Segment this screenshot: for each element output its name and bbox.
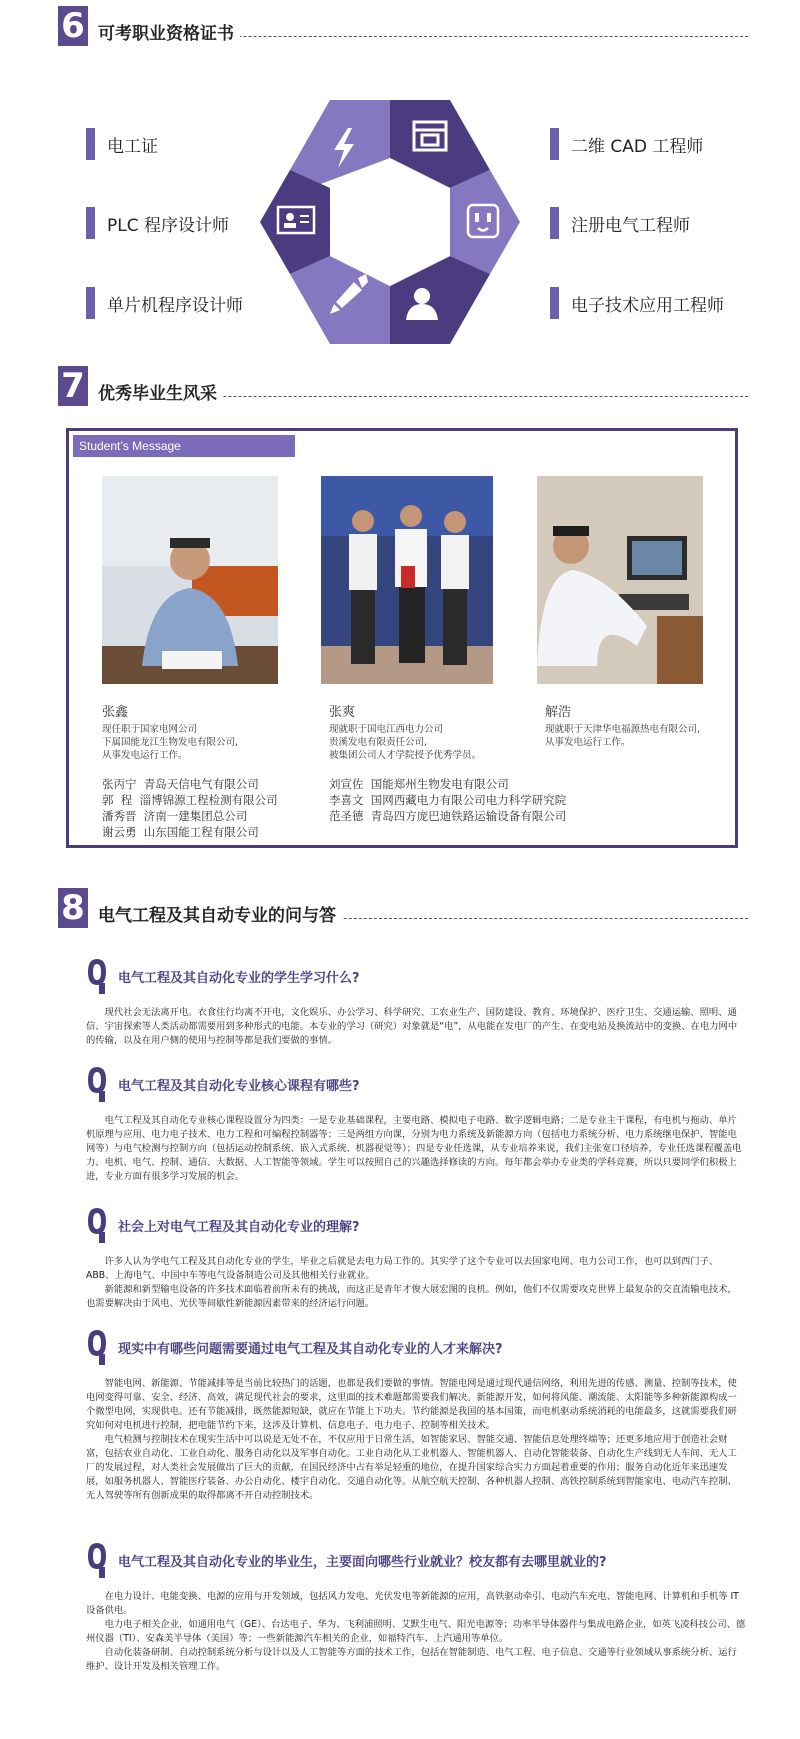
cert-item-cad: [550, 127, 703, 161]
student-name: 张鑫: [102, 705, 129, 720]
cert-label: 注册电气工程师: [571, 215, 690, 236]
section7-header: [58, 366, 748, 406]
question-title: 社会上对电气工程及其自动化专业的理解?: [118, 1219, 360, 1235]
q-letter-icon: [86, 1206, 108, 1244]
cert-label: 二维 CAD 工程师: [571, 136, 704, 157]
qa-item-2: [86, 1064, 746, 1184]
answer-body: [86, 1006, 746, 1048]
qa-item-4: [86, 1327, 746, 1503]
cert-item-registered-ee: [550, 206, 690, 240]
q-letter-icon: [86, 957, 108, 995]
section-title: 优秀毕业生风采: [98, 379, 223, 404]
alumni-list-right: 刘宣佐 国能郑州生物发电有限公司 李喜文 国网西藏电力有限公司电力科学研究院 范圣德 青岛四方庞巴迪铁路运输设备有限公司: [329, 777, 567, 823]
question-title: 现实中有哪些问题需要通过电气工程及其自动化专业的人才来解决?: [118, 1341, 503, 1357]
bullet-bar: [550, 287, 559, 319]
student-name: 张爽: [329, 705, 356, 720]
qa-item-5: [86, 1540, 746, 1674]
bullet-bar: [86, 287, 95, 319]
hexagon-icon-ring: [250, 92, 530, 352]
section-title: 电气工程及其自动专业的问与答: [98, 901, 342, 926]
alumni-list-left: 张丙宁 青岛天信电气有限公司 郭 程 淄博锦源工程检测有限公司 潘秀晋 济南一建集团总公司 谢云勇 山东国能工程有限公司: [102, 777, 278, 839]
qa-item-3: [86, 1205, 746, 1311]
cert-label: 电子技术应用工程师: [571, 295, 724, 316]
answer-paragraph: 电气工程及其自动化专业核心课程设置分为四类：一是专业基础课程，主要电路、模拟电子电路、数字逻辑电路；二是专业主干课程，有电机与拖动、单片机原理与应用、电力电子技术、电力工程和可编程控制器等；三是两组方向课，分别为电力系统及新能源方向（包括电力系统分析、电力系统继电保护、智能电网等）与电气检测与控制方向（包括运动控制系统、嵌入式系统、机器视觉等）；四是专业任选课，从专业培养来说，我们主张宽口径培养，专业任选课程覆盖电力、电机、电气、控制、通信、大数据、人工智能等领域。学生可以按照自己的兴趣选择修读的方向。每年都会举办专业类的学科竞赛，所以只要同学们积极上进，专业方面有很多学习发展的机会。: [86, 1115, 742, 1182]
answer-paragraph: 智能电网、新能源、节能减排等是当前比较热门的话题，也都是我们要做的事情。智能电网是通过现代通信网络，利用先进的传感、测量、控制等技术，使电网变得可靠、安全、经济、高效，满足现代社会的要求，这里面的技术难题都需要我们解决。新能源开发，如何将风能、潮流能、太阳能等多种新能源构成一个微型电网，实现供电。还有节能减排，既然能源短缺，就应在节能上下功夫。节约能源是我国的基本国策，而电机驱动系统消耗的电能最多，这就需要我们研究如何对电机进行控制，把电能节约下来，这涉及计算机、信息电子、电力电子、控制等相关技术。: [86, 1378, 737, 1431]
answer-body: [86, 1255, 746, 1311]
cert-label: 电工证: [107, 136, 158, 157]
answer-paragraph: 电气检测与控制技术在现实生活中可以说是无处不在，不仅应用于日常生活，如智能家居、智能交通、智能信息处理终端等；还更多地应用于创造社会财富，包括农业自动化、工业自动化、服务自动化以及军事自动化。工业自动化从工业机器人、智能机器人、自动化智能装备、自动化生产线到无人车间、无人工厂的发展过程，对人类社会发展做出了巨大的贡献，在国民经济中占有举足轻重的地位，在提升国家综合实力方面起着重要的作用；服务自动化近年来迅速发展，如服务机器人、智能医疗装备、办公自动化、楼宇自动化、交通自动化等。从航空航天控制、各种机器人控制、高铁控制系统到智能家电、电动汽车控制、无人驾驶等所有创新成果的取得都离不开自动控制技术。: [86, 1434, 737, 1501]
section6-header: [58, 6, 748, 46]
bullet-bar: [86, 128, 95, 160]
answer-body: [86, 1590, 746, 1674]
question-title: 电气工程及其自动化专业的毕业生，主要面向哪些行业就业？校友都有去哪里就业的?: [118, 1554, 607, 1570]
student-photo-zhangxin: [102, 476, 278, 684]
section-number: 7: [58, 366, 88, 406]
bullet-bar: [550, 128, 559, 160]
section-title: 可考职业资格证书: [98, 19, 240, 44]
answer-paragraph: 现代社会无法离开电。衣食住行均离不开电，文化娱乐、办公学习、科学研究、工农业生产、国防建设、教育、环境保护、医疗卫生、交通运输、照明、通信、宇宙探索等人类活动都需要用到多种形式的电能。本专业的学习（研究）对象就是“电”，从电能在发电厂的产生、在变电站及换流站中的变换、在电力网中的传输，以及在用户侧的使用与控制等都是我们要做的事情。: [86, 1007, 738, 1046]
cert-item-mcu: [86, 286, 243, 320]
student-desc: 现就职于天津华电福源热电有限公司, 从事发电运行工作。: [545, 724, 701, 748]
student-name: 解浩: [545, 705, 572, 720]
qa-item-1: [86, 956, 746, 1048]
section-number: 6: [58, 6, 88, 46]
answer-paragraph: 新能源和新型输电设备的许多技术面临着前所未有的挑战，而这正是青年才俊大展宏图的良机。例如，他们不仅需要攻克世界上最复杂的交直流输电技术，也需要解决由于风电、光伏等间歇性新能源因素带来的经济运行问题。: [86, 1284, 737, 1309]
answer-paragraph: 许多人认为学电气工程及其自动化专业的学生，毕业之后就是去电力局工作的。其实学了这个专业可以去国家电网、电力公司工作，也可以到西门子、ABB、上海电气、中国中车等电气设备制造公司及其他相关行业就业。: [86, 1256, 719, 1281]
q-letter-icon: [86, 1541, 108, 1579]
answer-body: [86, 1114, 746, 1184]
segment-right: [450, 170, 520, 274]
q-letter-icon: [86, 1328, 108, 1366]
cert-item-electrician: [86, 127, 158, 161]
student-message-tag: Student’s Message: [73, 435, 295, 457]
cert-label: 单片机程序设计师: [107, 295, 243, 316]
cert-item-plc: [86, 206, 229, 240]
answer-paragraph: 电力电子相关企业，如通用电气（GE）、台达电子、华为、飞利浦照明、艾默生电气、阳光电源等；功率半导体器件与集成电路企业，如英飞凌科技公司、德州仪器（TI）、安森美半导体（美国）等；一些新能源汽车相关的企业，如福特汽车、上汽通用等单位。: [86, 1619, 746, 1644]
q-letter-icon: [86, 1065, 108, 1103]
question-title: 电气工程及其自动化专业的学生学习什么?: [118, 970, 360, 986]
student-photo-xiehao: [537, 476, 703, 684]
student-message-panel: [66, 428, 738, 848]
question-title: 电气工程及其自动化专业核心课程有哪些?: [118, 1078, 360, 1094]
bullet-bar: [550, 207, 559, 239]
student-desc: 现就职于国电江西电力公司 贵溪发电有限责任公司, 被集团公司人才学院授予优秀学员。: [329, 724, 482, 761]
cert-item-electronics: [550, 286, 724, 320]
section-number: 8: [58, 888, 88, 928]
student-photo-zhangshuang: [321, 476, 493, 684]
section8-header: [58, 888, 748, 928]
bullet-bar: [86, 207, 95, 239]
cert-label: PLC 程序设计师: [107, 215, 229, 236]
student-desc: 现任职于国家电网公司 下属国能龙江生物发电有限公司, 从事发电运行工作。: [102, 724, 239, 761]
answer-paragraph: 自动化装备研制、自动控制系统分析与设计以及人工智能等方面的技术工作，包括在智能制造、电气工程、电子信息、交通等行业领域从事系统分析、运行维护、设计开发及相关管理工作。: [86, 1647, 737, 1672]
answer-paragraph: 在电力设计、电能变换、电源的应用与开发领域，包括风力发电、光伏发电等新能源的应用，高铁驱动牵引、电动汽车充电、智能电网、计算机和手机等 IT 设备供电。: [86, 1591, 739, 1616]
segment-left: [260, 170, 330, 274]
answer-body: [86, 1377, 746, 1503]
